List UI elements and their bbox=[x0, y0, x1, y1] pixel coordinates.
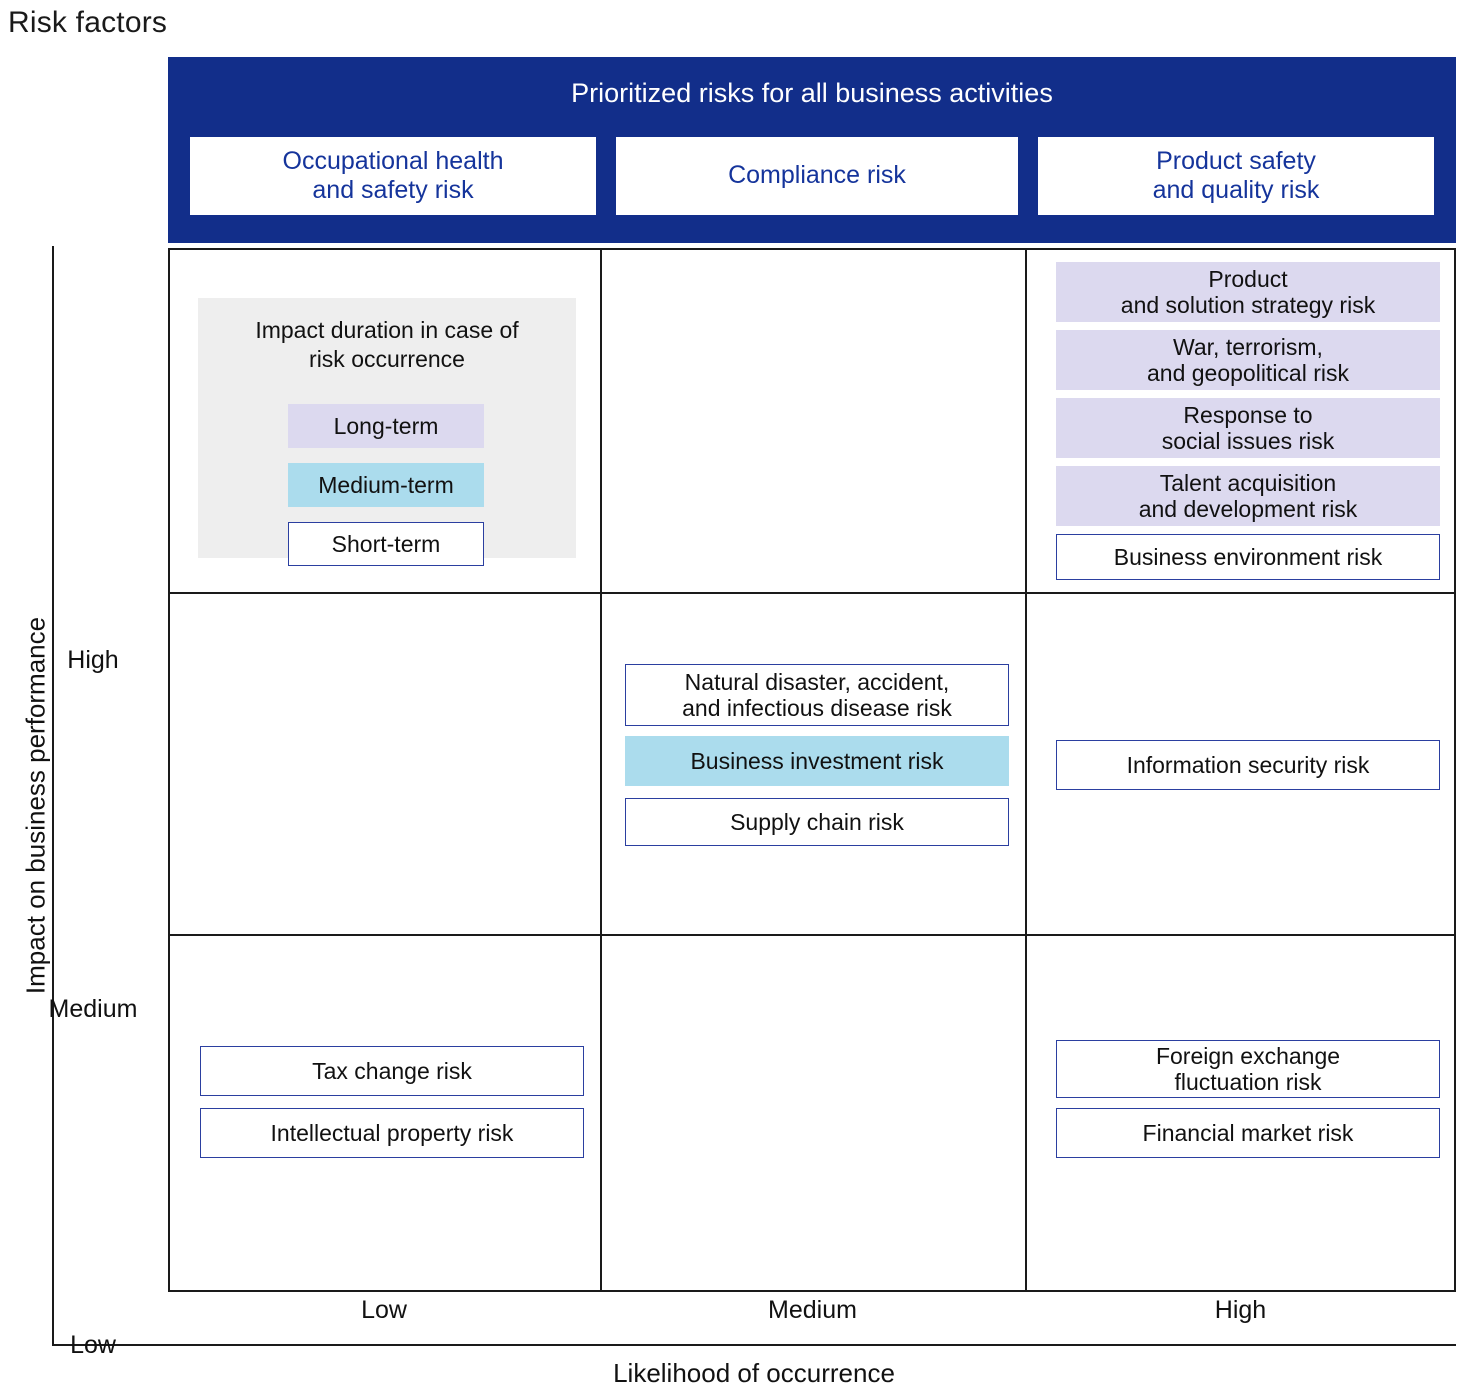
risk-chip-business-investment[interactable]: Business investment risk bbox=[625, 736, 1009, 786]
risk-chip-supply-chain[interactable]: Supply chain risk bbox=[625, 798, 1009, 846]
risk-chip-natural-disaster-accident-infectious-disease[interactable]: Natural disaster, accident, and infectious disease risk bbox=[625, 664, 1009, 726]
matrix-vertical-divider-2 bbox=[1025, 250, 1027, 1290]
prioritized-risks-banner bbox=[168, 57, 1456, 243]
x-tick-low: Low bbox=[361, 1296, 407, 1324]
legend-item-long-term: Long-term bbox=[288, 404, 484, 448]
risk-chip-response-to-social-issues[interactable]: Response to social issues risk bbox=[1056, 398, 1440, 458]
risk-chip-talent-acquisition-and-development[interactable]: Talent acquisition and development risk bbox=[1056, 466, 1440, 526]
risk-category-occupational-health-and-safety[interactable]: Occupational health and safety risk bbox=[190, 137, 596, 215]
legend bbox=[198, 298, 576, 558]
banner-title: Prioritized risks for all business activities bbox=[571, 78, 1053, 108]
risk-chip-tax-change[interactable]: Tax change risk bbox=[200, 1046, 584, 1096]
x-axis-line bbox=[52, 1344, 1456, 1346]
risk-chip-product-and-solution-strategy[interactable]: Product and solution strategy risk bbox=[1056, 262, 1440, 322]
y-tick-low: Low bbox=[70, 1331, 116, 1359]
legend-item-short-term: Short-term bbox=[288, 522, 484, 566]
y-tick-medium: Medium bbox=[48, 995, 138, 1023]
risk-chip-financial-market[interactable]: Financial market risk bbox=[1056, 1108, 1440, 1158]
risk-chip-information-security[interactable]: Information security risk bbox=[1056, 740, 1440, 790]
x-axis-ticks bbox=[168, 1296, 1456, 1336]
page-title: Risk factors bbox=[8, 6, 168, 39]
legend-item-medium-term: Medium-term bbox=[288, 463, 484, 507]
legend-title: Impact duration in case of risk occurrence bbox=[255, 317, 519, 372]
risk-chip-business-environment[interactable]: Business environment risk bbox=[1056, 534, 1440, 580]
risk-chip-war-terrorism-and-geopolitical[interactable]: War, terrorism, and geopolitical risk bbox=[1056, 330, 1440, 390]
y-tick-high: High bbox=[67, 646, 119, 674]
y-axis-ticks bbox=[10, 246, 168, 1359]
risk-category-compliance[interactable]: Compliance risk bbox=[616, 137, 1018, 215]
matrix-horizontal-divider-1 bbox=[170, 592, 1454, 594]
risk-category-product-safety-and-quality[interactable]: Product safety and quality risk bbox=[1038, 137, 1434, 215]
risk-chip-foreign-exchange-fluctuation[interactable]: Foreign exchange fluctuation risk bbox=[1056, 1040, 1440, 1098]
risk-matrix bbox=[168, 248, 1456, 1292]
matrix-vertical-divider-1 bbox=[600, 250, 602, 1290]
matrix-horizontal-divider-2 bbox=[170, 934, 1454, 936]
x-tick-medium: Medium bbox=[768, 1296, 857, 1324]
x-axis-label: Likelihood of occurrence bbox=[613, 1358, 895, 1388]
risk-chip-intellectual-property[interactable]: Intellectual property risk bbox=[200, 1108, 584, 1158]
y-axis-label: Impact on business performance bbox=[20, 616, 51, 995]
x-tick-high: High bbox=[1214, 1296, 1267, 1324]
